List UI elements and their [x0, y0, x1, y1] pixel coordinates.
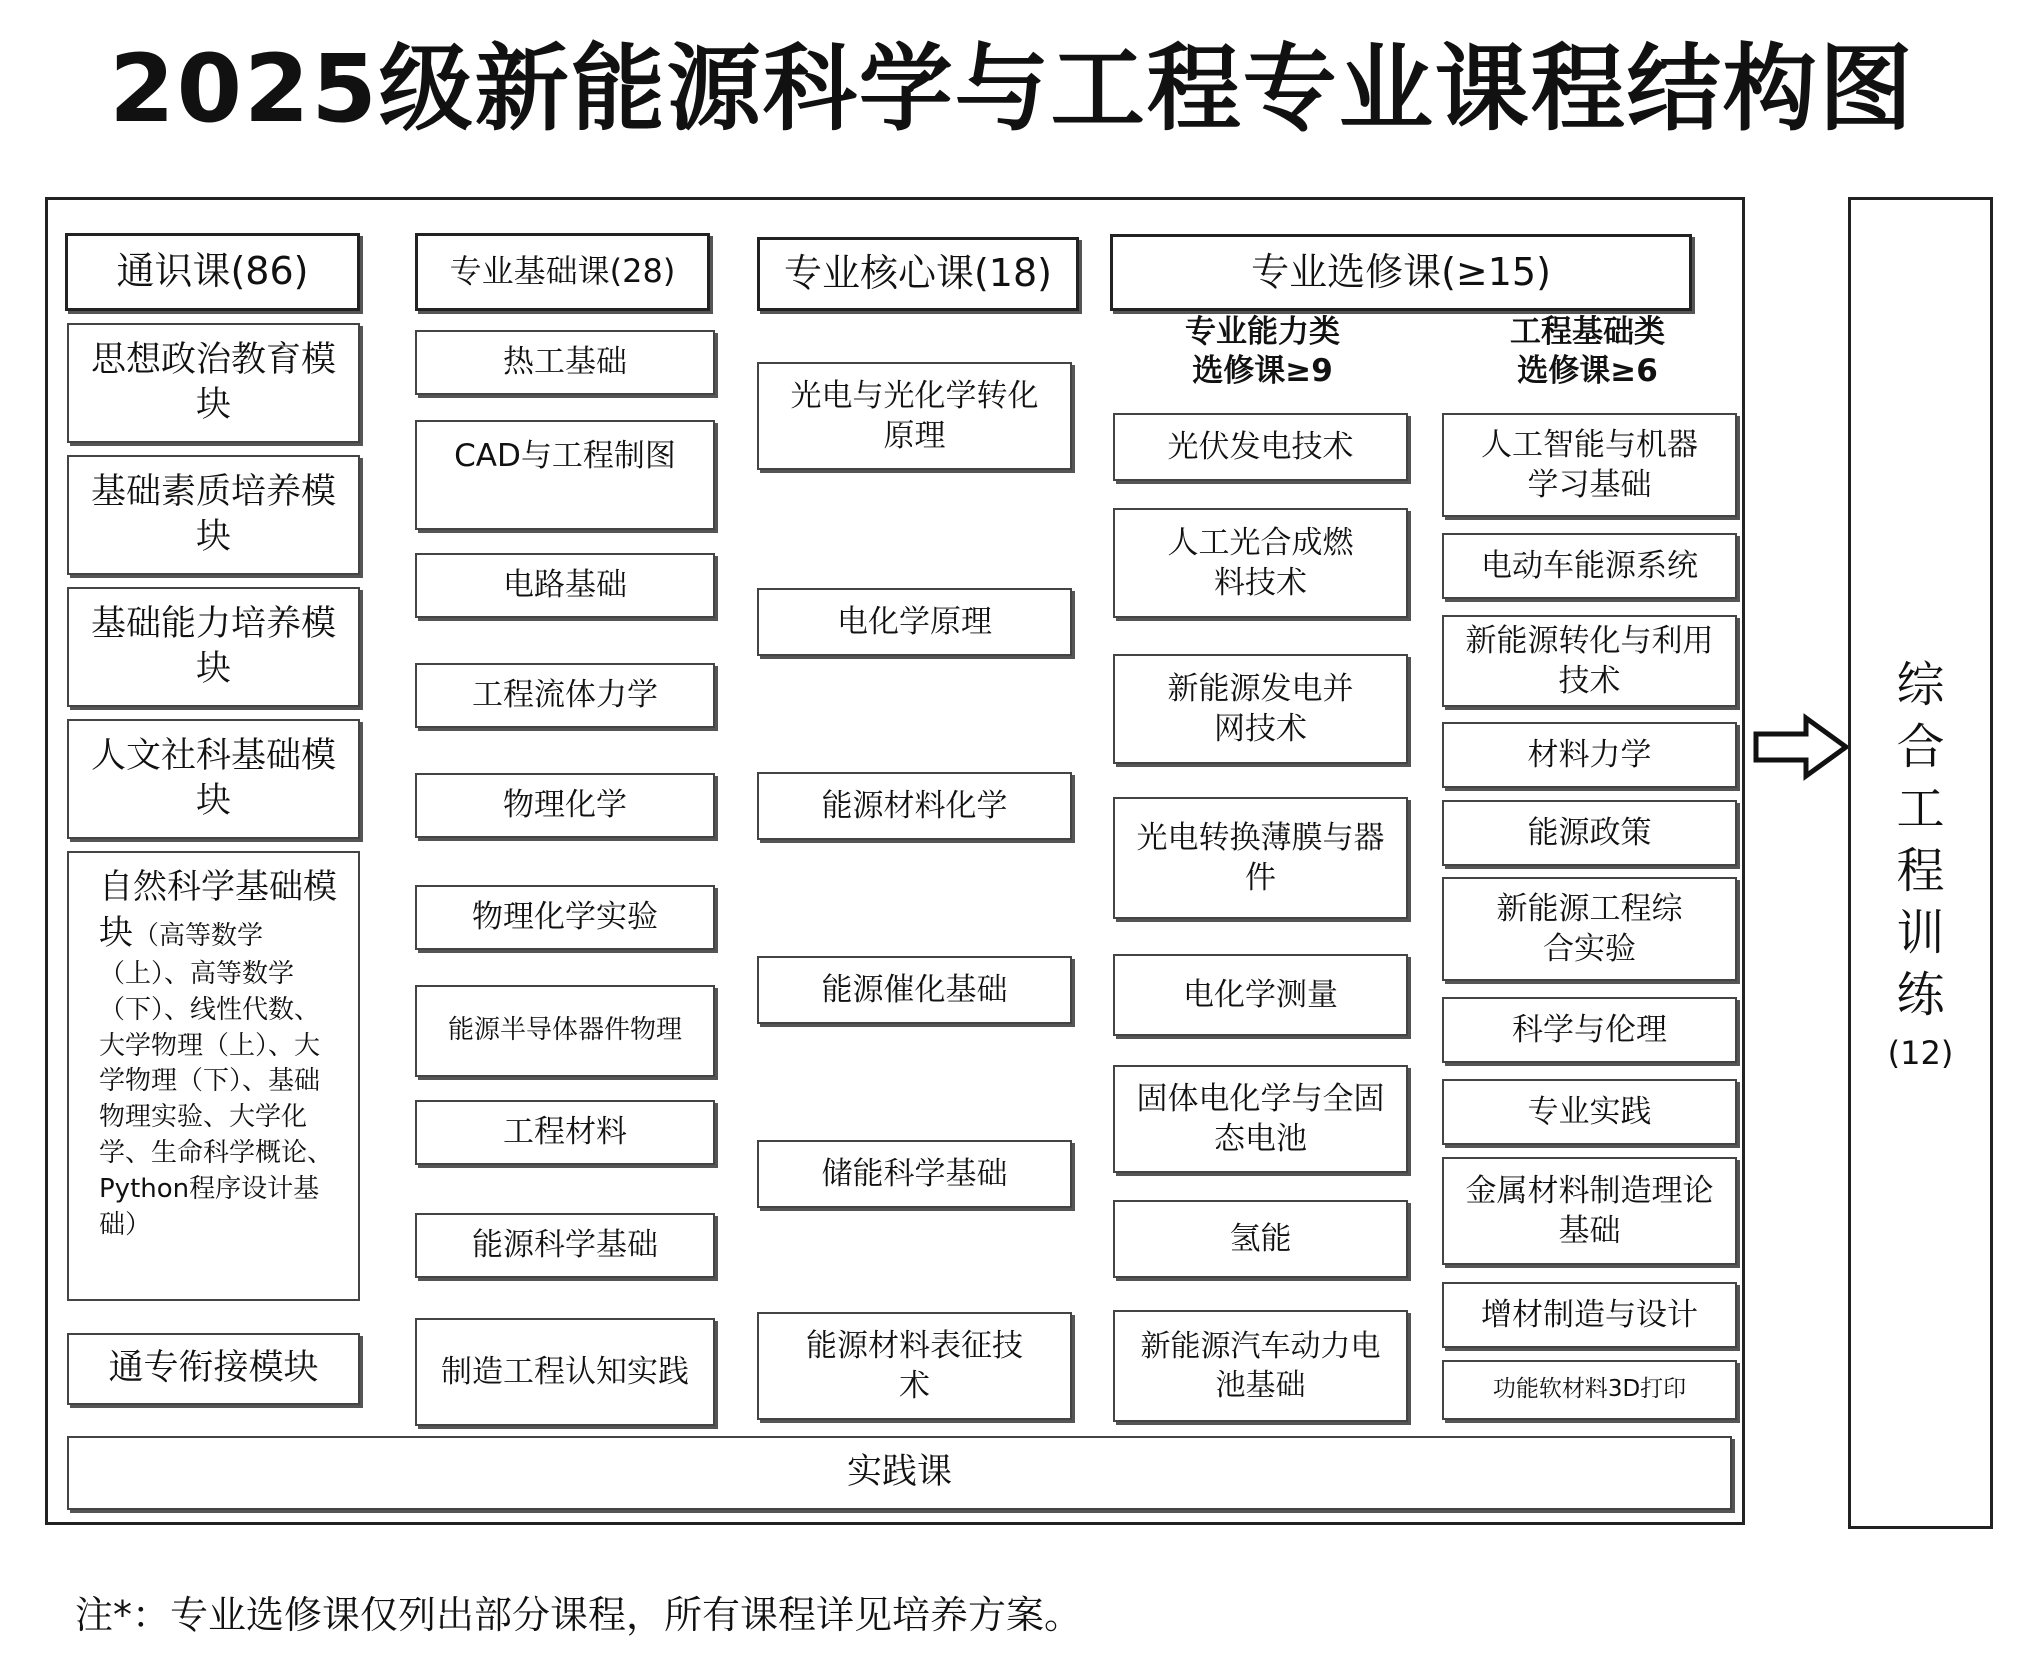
footnote: 注*：专业选修课仅列出部分课程，所有课程详见培养方案。 [75, 1593, 1083, 1637]
foundation-course-9: 能源科学基础 [415, 1213, 715, 1278]
engineering-category-title [1440, 313, 1735, 391]
science-module-courses: （高等数学（上）、高等数学（下）、线性代数、大学物理（上）、大学物理（下）、基础物理实验、大学化学、生命科学概论、Python程序设计基础） [99, 920, 334, 1240]
ability-course-2: 人工光合成燃料技术 [1113, 508, 1408, 618]
ability-category-name: 专业能力类 [1185, 314, 1340, 350]
foundation-course-8: 工程材料 [415, 1100, 715, 1165]
ability-course-5: 电化学测量 [1113, 954, 1408, 1036]
ability-category-credit: 选修课≥9 [1192, 352, 1333, 389]
ability-course-3: 新能源发电并网技术 [1113, 654, 1408, 764]
core-course-3: 能源材料化学 [757, 772, 1072, 840]
general-header: 通识课(86) [65, 233, 360, 311]
ability-course-6: 固体电化学与全固态电池 [1113, 1065, 1408, 1173]
general-module-bridge: 通专衔接模块 [67, 1333, 360, 1405]
foundation-course-10: 制造工程认知实践 [415, 1318, 715, 1426]
core-header: 专业核心课(18) [757, 237, 1079, 311]
engineering-course-6: 新能源工程综合实验 [1442, 877, 1737, 981]
general-module-politics: 思想政治教育模块 [67, 323, 360, 443]
right-arrow-icon [1752, 712, 1852, 782]
foundation-course-5: 物理化学 [415, 773, 715, 838]
general-module-science [67, 851, 360, 1301]
ability-category-title [1115, 313, 1410, 391]
engineering-course-5: 能源政策 [1442, 800, 1737, 866]
foundation-course-6: 物理化学实验 [415, 885, 715, 950]
engineering-course-1: 人工智能与机器学习基础 [1442, 413, 1737, 517]
engineering-course-10: 增材制造与设计 [1442, 1282, 1737, 1348]
general-module-humanities: 人文社科基础模块 [67, 719, 360, 839]
elective-header: 专业选修课(≥15) [1110, 234, 1692, 311]
engineering-course-4: 材料力学 [1442, 722, 1737, 788]
engineering-course-2: 电动车能源系统 [1442, 533, 1737, 599]
engineering-course-9: 金属材料制造理论基础 [1442, 1157, 1737, 1265]
foundation-course-1: 热工基础 [415, 330, 715, 395]
foundation-course-3: 电路基础 [415, 553, 715, 618]
core-course-4: 能源催化基础 [757, 956, 1072, 1024]
core-course-5: 储能科学基础 [757, 1140, 1072, 1208]
practice-bar: 实践课 [67, 1436, 1732, 1510]
engineering-course-8: 专业实践 [1442, 1079, 1737, 1145]
core-course-1: 光电与光化学转化原理 [757, 362, 1072, 470]
training-box [1848, 197, 1993, 1529]
engineering-course-7: 科学与伦理 [1442, 997, 1737, 1063]
engineering-course-3: 新能源转化与利用技术 [1442, 615, 1737, 707]
foundation-course-7: 能源半导体器件物理 [415, 985, 715, 1077]
general-module-quality: 基础素质培养模块 [67, 455, 360, 575]
engineering-course-11: 功能软材料3D打印 [1442, 1360, 1737, 1420]
foundation-header: 专业基础课(28) [415, 233, 710, 311]
science-module-title: 自然科学基础模块 [99, 867, 337, 953]
training-credit: (12) [1887, 1034, 1954, 1072]
ability-course-1: 光伏发电技术 [1113, 413, 1408, 481]
ability-course-8: 新能源汽车动力电池基础 [1113, 1310, 1408, 1422]
core-course-2: 电化学原理 [757, 588, 1072, 656]
general-module-ability: 基础能力培养模块 [67, 587, 360, 707]
ability-course-7: 氢能 [1113, 1200, 1408, 1278]
foundation-course-2: CAD与工程制图 [415, 420, 715, 530]
engineering-category-name: 工程基础类 [1510, 314, 1665, 350]
ability-course-4: 光电转换薄膜与器件 [1113, 797, 1408, 919]
training-label: 综合工程训练 [1896, 657, 1945, 1023]
engineering-category-credit: 选修课≥6 [1517, 352, 1658, 389]
page-title: 2025级新能源科学与工程专业课程结构图 [109, 35, 1915, 144]
core-course-6: 能源材料表征技术 [757, 1312, 1072, 1420]
foundation-course-4: 工程流体力学 [415, 663, 715, 728]
